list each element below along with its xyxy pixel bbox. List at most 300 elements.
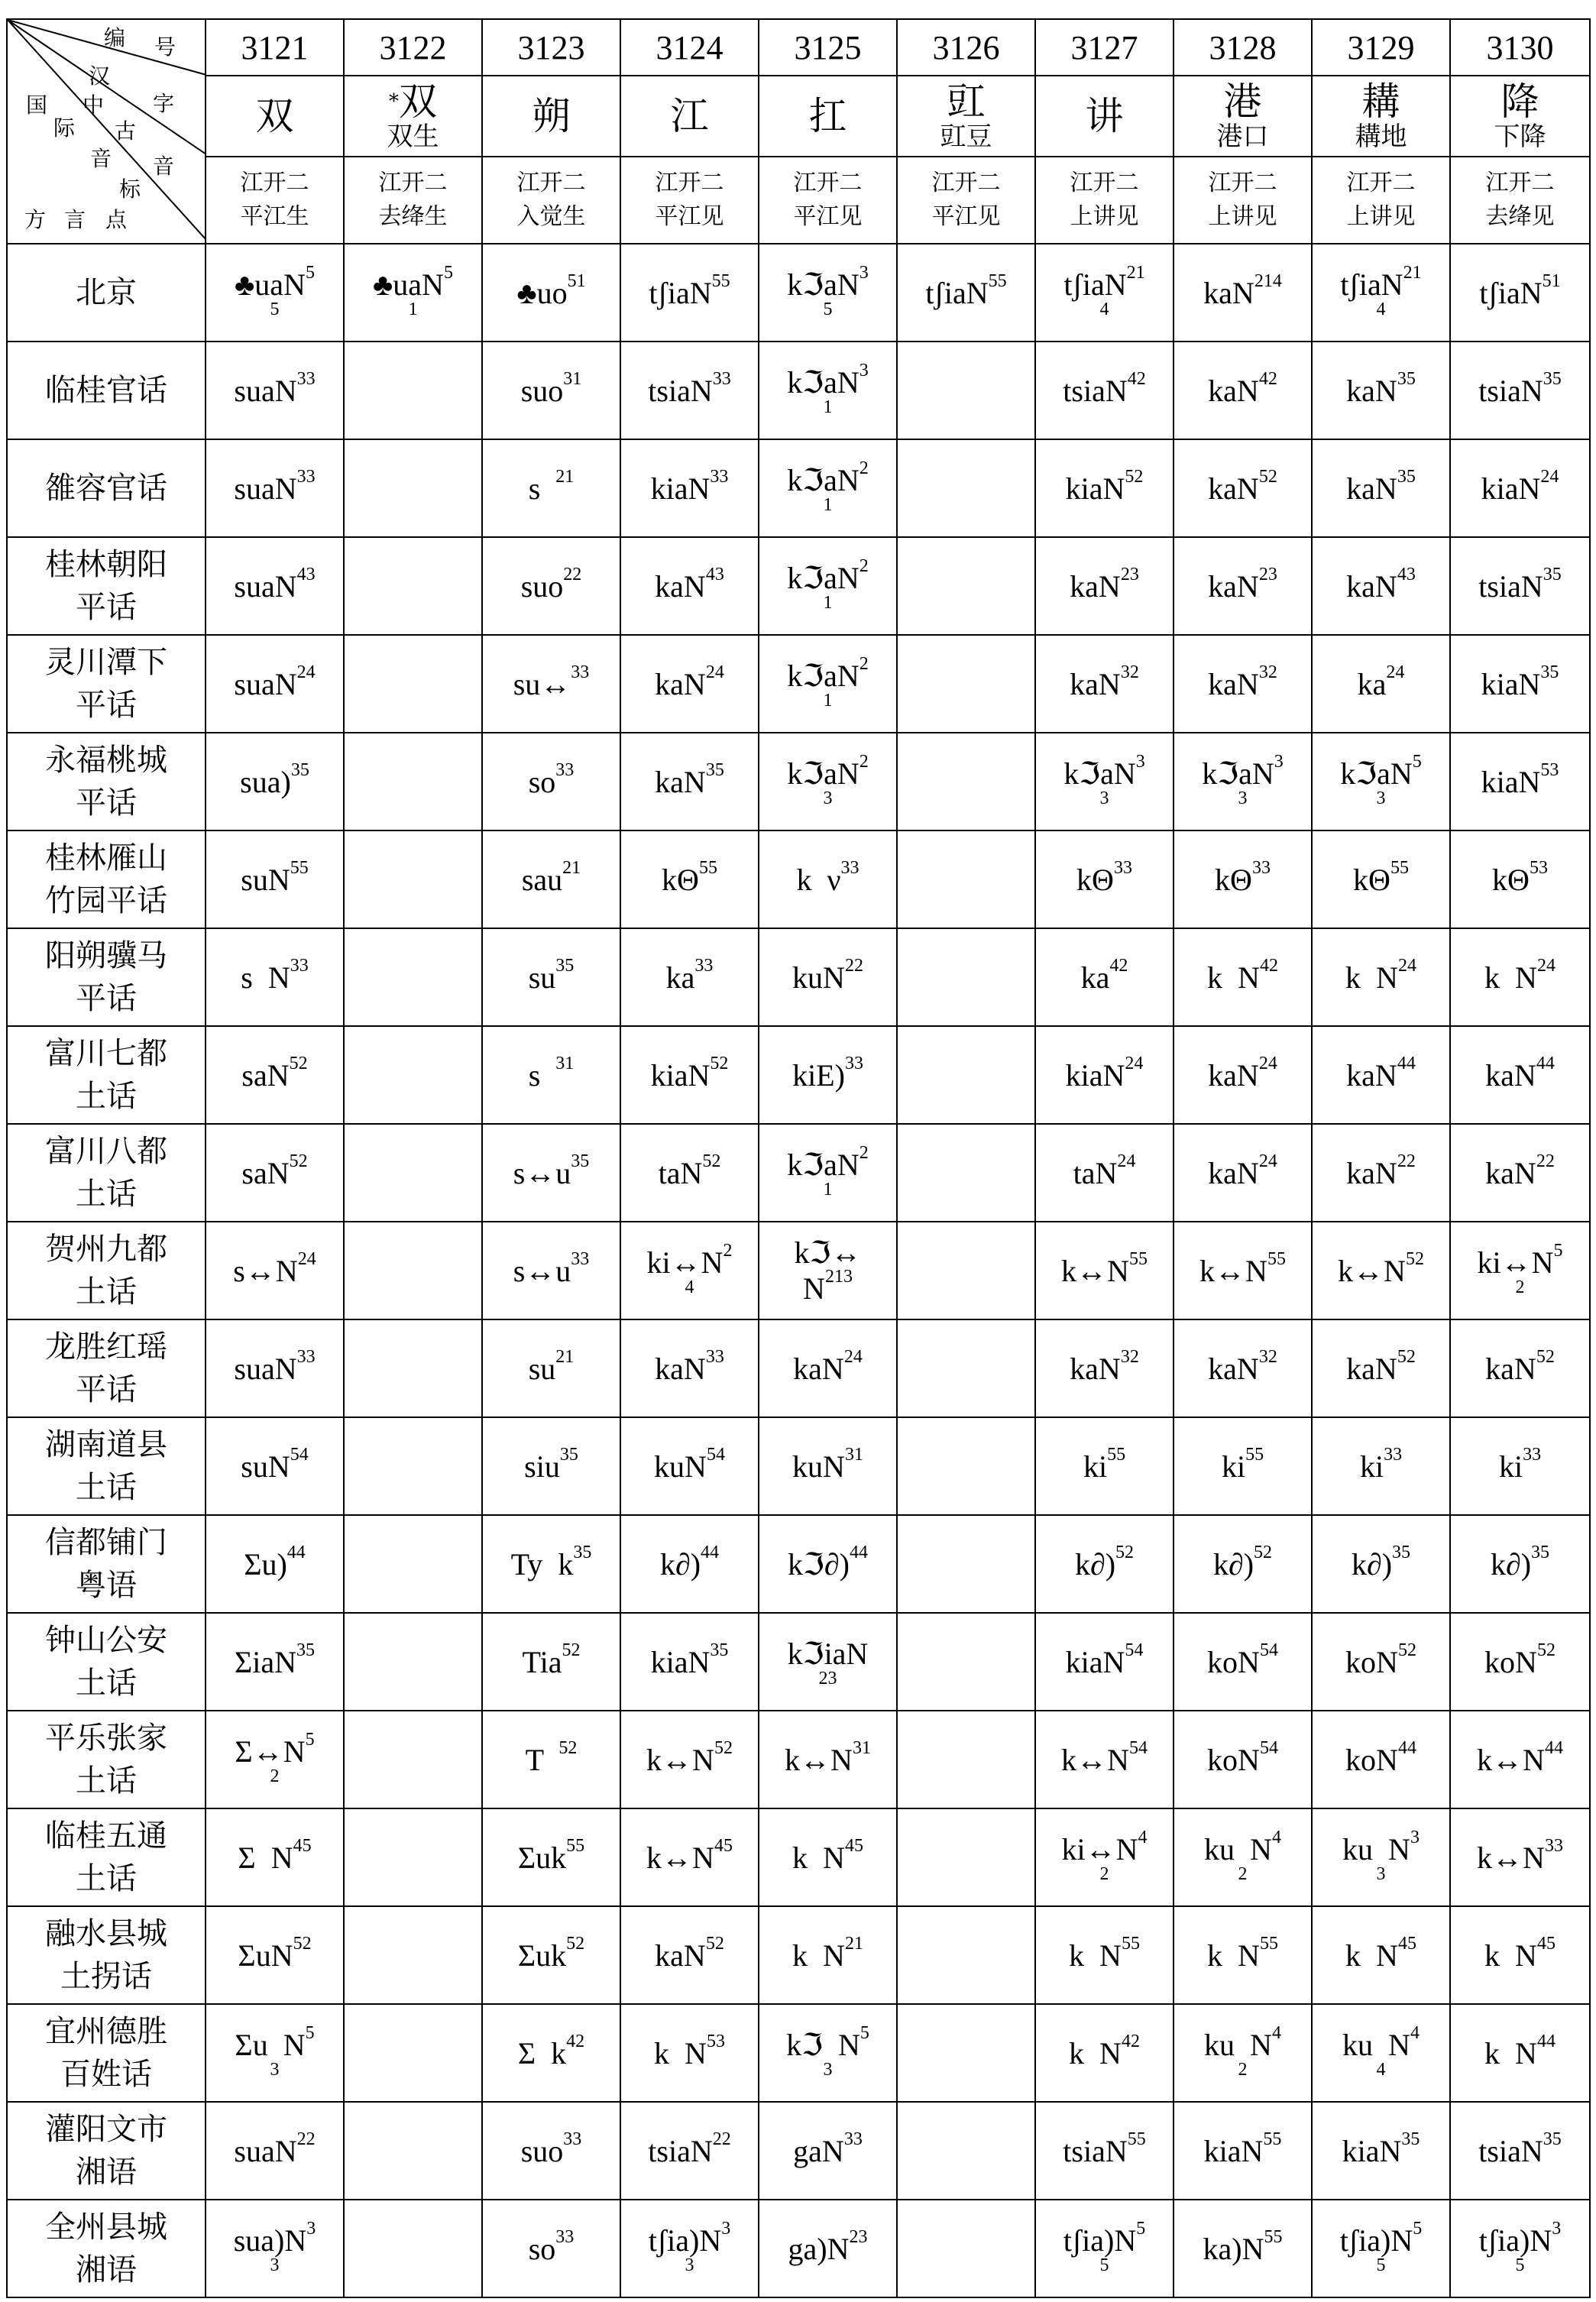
- tone-superscript: 53: [1529, 857, 1548, 878]
- pronunciation-cell: [759, 1319, 897, 1417]
- pronunciation: [792, 1053, 863, 1093]
- middle-chinese-line-1: 江开二: [378, 170, 448, 196]
- pronunciation-cell: [206, 635, 344, 733]
- dialect-place: [7, 2102, 206, 2200]
- pronunciation-line-2: [803, 1267, 853, 1306]
- pronunciation: [1207, 955, 1278, 996]
- pronunciation: [1340, 751, 1422, 792]
- tone-superscript: 24: [296, 662, 316, 682]
- pronunciation-cell: [206, 2004, 344, 2102]
- pronunciation-cell: [1450, 733, 1590, 830]
- pronunciation: [521, 857, 581, 898]
- pronunciation-base: kΘ: [1353, 862, 1390, 897]
- column-character: [206, 76, 344, 157]
- pronunciation-cell: [1174, 1613, 1312, 1711]
- pronunciation-cell: [620, 1319, 759, 1417]
- tone-superscript: 3: [1410, 1827, 1420, 1847]
- tone-superscript: 2: [859, 751, 869, 772]
- pronunciation: [787, 458, 869, 498]
- dialect-row: [7, 1417, 1590, 1515]
- corner-label: 方: [24, 207, 47, 232]
- pronunciation-cell: [482, 1613, 620, 1711]
- column-character-example: 豇豆: [940, 121, 992, 152]
- dialect-place-line: 富川八都: [45, 1134, 167, 1168]
- pronunciation-base: Tia: [522, 1644, 562, 1679]
- pronunciation-cell: [482, 1808, 620, 1906]
- pronunciation: [1221, 1444, 1264, 1484]
- pronunciation-base: so: [528, 764, 556, 799]
- pronunciation-cell: [620, 733, 759, 830]
- pronunciation-base: kaN: [1346, 471, 1397, 506]
- column-character: [1174, 76, 1312, 157]
- tone-superscript: 52: [1397, 1346, 1416, 1367]
- pronunciation-base: kℑaN: [787, 364, 860, 400]
- pronunciation-cell: [1035, 928, 1174, 1026]
- pronunciation-cell: [759, 2004, 897, 2102]
- pronunciation-base: taN: [1073, 1155, 1118, 1190]
- pronunciation-base: taN: [658, 1155, 703, 1190]
- pronunciation-cell: [1312, 1319, 1450, 1417]
- pronunciation: [649, 270, 730, 311]
- pronunciation-cell: [620, 1515, 759, 1613]
- pronunciation-base: kaN: [1208, 666, 1259, 701]
- tone-superscript: 52: [1115, 1542, 1135, 1562]
- pronunciation: [1477, 1737, 1563, 1778]
- tone-superscript: 22: [563, 564, 582, 584]
- pronunciation: [1208, 1053, 1277, 1093]
- dialect-place: [7, 1613, 206, 1711]
- pronunciation-cell: [1035, 1417, 1174, 1515]
- pronunciation-base: kΘ: [1076, 862, 1114, 897]
- pronunciation-cell: [1450, 1906, 1590, 2004]
- tone-superscript-2: 213: [824, 1267, 853, 1287]
- pronunciation-cell: [1174, 1026, 1312, 1124]
- pronunciation: [522, 1640, 581, 1680]
- pronunciation-base: kaN: [1346, 1155, 1397, 1190]
- dialect-place: [7, 1515, 206, 1613]
- pronunciation-cell: [482, 2004, 620, 2102]
- corner-label: 字: [153, 91, 175, 116]
- dialect-row: [7, 1613, 1590, 1711]
- tone-superscript: 55: [1127, 2129, 1146, 2149]
- dialect-place-line: 贺州九都: [45, 1232, 167, 1266]
- dialect-place-line: 桂林朝阳: [45, 547, 167, 581]
- pronunciation-cell: [1174, 439, 1312, 537]
- pronunciation-cell: [897, 1319, 1035, 1417]
- pronunciation-base: tʃiaN: [1063, 267, 1127, 302]
- pronunciation: [1478, 564, 1562, 604]
- pronunciation-cell: [897, 1711, 1035, 1808]
- tone-superscript: 2: [859, 458, 869, 478]
- pronunciation: [1063, 751, 1145, 792]
- pronunciation-base: kiaN: [1065, 471, 1125, 506]
- tone-superscript: 24: [1258, 1151, 1277, 1171]
- pronunciation: [1346, 466, 1416, 507]
- tone-subscript: 1: [823, 1179, 833, 1200]
- pronunciation-cell: [1035, 342, 1174, 439]
- pronunciation-cell: [759, 1515, 897, 1613]
- pronunciation-cell: [1450, 1711, 1590, 1808]
- tone-superscript: 33: [296, 1346, 316, 1367]
- column-character-text: 耩: [1361, 79, 1400, 124]
- pronunciation-cell: [759, 1222, 897, 1319]
- tone-superscript: 4: [1271, 2022, 1281, 2043]
- dialect-place: [7, 1417, 206, 1515]
- pronunciation: [1481, 759, 1559, 800]
- pronunciation-base: kaN: [1485, 1351, 1536, 1386]
- pronunciation: [238, 1933, 312, 1973]
- pronunciation: [1215, 857, 1271, 898]
- dialect-place-line: 粤语: [76, 1568, 137, 1602]
- pronunciation: [793, 2129, 863, 2169]
- tone-superscript: 44: [1397, 1053, 1416, 1073]
- tone-superscript: 55: [698, 857, 717, 878]
- pronunciation: [1498, 1444, 1542, 1484]
- pronunciation-base: kaN: [1203, 275, 1254, 310]
- tone-superscript: 35: [1397, 368, 1416, 389]
- pronunciation-cell: [1174, 1319, 1312, 1417]
- pronunciation: [1345, 955, 1416, 996]
- pronunciation: [646, 1835, 733, 1876]
- tone-superscript: 22: [712, 2129, 731, 2149]
- pronunciation-base: kuN: [654, 1449, 707, 1484]
- pronunciation: [787, 555, 869, 596]
- pronunciation-cell: [759, 537, 897, 635]
- pronunciation-base: tʃia)N: [1063, 2223, 1137, 2258]
- tone-superscript: 33: [1251, 857, 1271, 878]
- pronunciation-cell: [206, 1711, 344, 1808]
- pronunciation-base: kiaN: [1481, 666, 1541, 701]
- column-number-text: 3127: [1070, 28, 1138, 66]
- tone-superscript: 5: [1412, 751, 1422, 772]
- pronunciation: [238, 1835, 312, 1876]
- pronunciation: [1080, 955, 1128, 996]
- pronunciation: [1477, 1240, 1563, 1281]
- pronunciation-cell: [897, 1808, 1035, 1906]
- pronunciation: [1351, 1542, 1411, 1582]
- pronunciation-base: Σuk: [517, 1938, 567, 1973]
- pronunciation-base: kℑaN: [787, 1147, 860, 1182]
- pronunciation-base: ku N: [1204, 1831, 1272, 1867]
- pronunciation-base: k↔N: [1061, 1253, 1129, 1288]
- tone-superscript: 24: [1386, 662, 1405, 682]
- pronunciation-cell: [206, 733, 344, 830]
- dialect-place-line: 土话: [76, 1274, 137, 1309]
- dialect-place-line: 灵川潭下: [45, 645, 167, 679]
- dialect-place-line: 土话: [76, 1763, 137, 1798]
- tone-superscript: 42: [1127, 368, 1146, 389]
- tone-superscript: 35: [1401, 2129, 1420, 2149]
- pronunciation-cell: [482, 537, 620, 635]
- tone-superscript: 35: [1543, 564, 1562, 584]
- tone-subscript: 3: [1238, 788, 1248, 808]
- pronunciation-base: tsiaN: [1478, 2133, 1543, 2168]
- dialect-place: [7, 635, 206, 733]
- pronunciation-base: kaN: [655, 568, 706, 604]
- pronunciation-cell: [1035, 2200, 1174, 2297]
- tone-superscript: 21: [555, 1346, 575, 1367]
- pronunciation-base: ki↔N: [1061, 1831, 1138, 1867]
- pronunciation: [1061, 1737, 1148, 1778]
- pronunciation-cell: [206, 1515, 344, 1613]
- column-number: [344, 19, 482, 76]
- dialect-place: [7, 244, 206, 342]
- pronunciation-base: tsiaN: [1478, 373, 1543, 408]
- dialect-place-line: 临桂官话: [45, 373, 167, 407]
- column-character-main: [1313, 81, 1449, 122]
- pronunciation: [1063, 2218, 1146, 2258]
- pronunciation: [528, 1346, 575, 1387]
- pronunciation-base: tsiaN: [1478, 568, 1543, 604]
- dialect-row: [7, 342, 1590, 439]
- pronunciation-base: k∂): [1351, 1546, 1393, 1582]
- pronunciation-cell: [759, 830, 897, 928]
- dialect-table-sheet: [6, 18, 1589, 2287]
- pronunciation-base: suo: [520, 568, 564, 604]
- middle-chinese-line-2: 去绛生: [378, 203, 448, 230]
- pronunciation-cell: [620, 1906, 759, 2004]
- pronunciation-cell: [1035, 2102, 1174, 2200]
- pronunciation-base: kaN: [1208, 568, 1259, 604]
- column-character-text: 双: [399, 79, 437, 124]
- tone-superscript: 33: [710, 466, 729, 487]
- pronunciation-cell: [1035, 2004, 1174, 2102]
- pronunciation: [528, 955, 575, 996]
- middle-chinese-line-2: 平江见: [931, 203, 1001, 230]
- pronunciation: [655, 759, 724, 800]
- pronunciation: [1346, 1151, 1416, 1191]
- tone-subscript: 2: [1238, 2059, 1248, 2080]
- pronunciation-cell: [206, 1613, 344, 1711]
- pronunciation-base: ΣiaN: [234, 1644, 297, 1679]
- pronunciation: [1208, 368, 1277, 409]
- pronunciation-cell: [759, 635, 897, 733]
- pronunciation: [241, 1151, 308, 1191]
- tone-superscript: 51: [567, 270, 586, 291]
- pronunciation-base: kaN: [1485, 1057, 1536, 1093]
- pronunciation-base: kaN: [1208, 1351, 1259, 1386]
- pronunciation-base: kiaN: [650, 1057, 711, 1093]
- middle-chinese-line-1: 江开二: [1070, 170, 1139, 196]
- pronunciation-base-2: N: [803, 1271, 825, 1306]
- tone-superscript: 21: [562, 857, 581, 878]
- pronunciation-cell: [897, 1026, 1035, 1124]
- tone-superscript: 35: [1543, 2129, 1562, 2149]
- column-character-main: [759, 96, 896, 137]
- column-number: [1035, 19, 1174, 76]
- tone-superscript: 24: [1397, 955, 1416, 976]
- pronunciation-base: ku N: [1342, 2027, 1410, 2062]
- column-middle-chinese: [620, 157, 759, 244]
- corner-label: 言: [64, 207, 86, 232]
- tone-subscript: 3: [1376, 1863, 1386, 1884]
- pronunciation: [1083, 1444, 1126, 1484]
- pronunciation-cell: [344, 1124, 482, 1222]
- pronunciation: [1342, 2129, 1420, 2169]
- pronunciation-cell: [1312, 2004, 1450, 2102]
- pronunciation-cell: [344, 1515, 482, 1613]
- tone-subscript: 23: [818, 1668, 837, 1688]
- pronunciation-base: ga)N: [788, 2231, 850, 2266]
- pronunciation-base: suaN: [234, 1351, 297, 1386]
- pronunciation-base: suaN: [234, 373, 297, 408]
- tone-superscript: 33: [555, 2226, 575, 2247]
- tone-superscript: 32: [1258, 662, 1277, 682]
- pronunciation-cell: [1450, 1613, 1590, 1711]
- pronunciation-cell: [344, 244, 482, 342]
- pronunciation-cell: [897, 439, 1035, 537]
- tone-superscript: 21: [1126, 262, 1145, 283]
- pronunciation-base: kΘ: [662, 862, 699, 897]
- middle-chinese-line-2: 上讲见: [1208, 203, 1277, 230]
- tone-superscript: 24: [1536, 955, 1556, 976]
- pronunciation: [520, 564, 582, 604]
- tone-superscript: 55: [1264, 2226, 1283, 2247]
- column-number: [620, 19, 759, 76]
- pronunciation: [1208, 1346, 1277, 1387]
- pronunciation: [786, 2022, 869, 2063]
- pronunciation-cell: [1174, 2200, 1312, 2297]
- pronunciation: [1484, 955, 1556, 996]
- pronunciation: [525, 1737, 578, 1778]
- pronunciation: [234, 2129, 316, 2169]
- pronunciation-cell: [620, 2200, 759, 2297]
- pronunciation-cell: [482, 1906, 620, 2004]
- pronunciation-cell: [1035, 439, 1174, 537]
- pronunciation-cell: [1450, 1026, 1590, 1124]
- tone-subscript: 1: [408, 299, 418, 319]
- pronunciation-base: suaN: [234, 471, 297, 506]
- dialect-place: [7, 2004, 206, 2102]
- dialect-place-line: 湘语: [76, 2252, 137, 2287]
- pronunciation-base: gaN: [793, 2133, 844, 2168]
- pronunciation: [1204, 2022, 1281, 2063]
- pronunciation: [1212, 1542, 1273, 1582]
- pronunciation-cell: [344, 830, 482, 928]
- pronunciation: [1485, 1346, 1555, 1387]
- pronunciation: [787, 1142, 869, 1183]
- pronunciation-base: Σ↔N: [235, 1734, 306, 1769]
- dialect-place: [7, 1906, 206, 2004]
- corner-label: 标: [119, 176, 141, 202]
- dialect-place-line: 宜州德胜: [45, 2014, 167, 2048]
- pronunciation-cell: [1174, 1222, 1312, 1319]
- pronunciation-base: sua)N: [233, 2223, 307, 2258]
- pronunciation-base: kaN: [655, 764, 706, 799]
- tone-superscript: 52: [710, 1053, 729, 1073]
- pronunciation: [1063, 2129, 1146, 2169]
- pronunciation: [1069, 2031, 1140, 2071]
- tone-superscript: 21: [1403, 262, 1422, 283]
- corner-label: 音: [153, 154, 175, 179]
- pronunciation-cell: [1312, 1417, 1450, 1515]
- pronunciation-base: k↔N: [1477, 1840, 1545, 1875]
- dialect-place-line: 土话: [76, 1177, 137, 1211]
- pronunciation-cell: [1035, 1515, 1174, 1613]
- pronunciation-cell: [759, 2102, 897, 2200]
- pronunciation-base: s: [528, 1057, 556, 1093]
- pronunciation-cell: [1312, 1808, 1450, 1906]
- tone-subscript: 3: [823, 2059, 833, 2080]
- tone-superscript: 44: [1397, 1737, 1416, 1758]
- pronunciation-base: k ν: [796, 862, 841, 897]
- column-character-text: 豇: [947, 79, 986, 124]
- pronunciation: [1342, 2022, 1420, 2063]
- pronunciation-base: kℑ∂): [788, 1546, 850, 1582]
- dialect-place: [7, 1711, 206, 1808]
- pronunciation-cell: [1035, 1906, 1174, 2004]
- pronunciation: [787, 751, 869, 792]
- tone-superscript: 45: [1536, 1933, 1556, 1954]
- pronunciation-cell: [1174, 244, 1312, 342]
- dialect-row: [7, 635, 1590, 733]
- pronunciation-cell: [482, 1319, 620, 1417]
- pronunciation-cell: [1312, 830, 1450, 928]
- pronunciation-base: kℑaN: [1063, 756, 1136, 791]
- pronunciation: [510, 1542, 592, 1582]
- pronunciation-cell: [1450, 537, 1590, 635]
- tone-superscript: 33: [843, 2129, 863, 2149]
- column-number-text: 3124: [656, 28, 724, 66]
- pronunciation-cell: [620, 830, 759, 928]
- column-middle-chinese: [482, 157, 620, 244]
- tone-superscript: 5: [860, 2022, 869, 2043]
- pronunciation-cell: [620, 1711, 759, 1808]
- tone-superscript: 5: [1136, 2218, 1146, 2239]
- pronunciation-base: tʃiaN: [925, 275, 989, 310]
- pronunciation-base: siu: [524, 1449, 560, 1484]
- pronunciation-cell: [344, 928, 482, 1026]
- pronunciation: [655, 1346, 724, 1387]
- tone-superscript: 24: [297, 1248, 316, 1269]
- pronunciation: [648, 2218, 731, 2258]
- pronunciation-base: kaN: [1346, 1057, 1397, 1093]
- pronunciation-cell: [620, 1124, 759, 1222]
- dialect-row: [7, 537, 1590, 635]
- tone-superscript: 44: [849, 1542, 868, 1562]
- tone-superscript: 52: [714, 1737, 733, 1758]
- tone-superscript: 33: [296, 368, 316, 389]
- pronunciation-cell: [482, 342, 620, 439]
- tone-subscript: 5: [1099, 2255, 1109, 2275]
- dialect-row: [7, 1808, 1590, 1906]
- pronunciation: [1342, 1827, 1420, 1867]
- tone-superscript: 45: [293, 1835, 312, 1856]
- pronunciation-cell: [897, 537, 1035, 635]
- pronunciation-base: Σu N: [235, 2027, 306, 2062]
- tone-subscript: 1: [823, 397, 833, 417]
- pronunciation: [1208, 1151, 1277, 1191]
- pronunciation: [1207, 1737, 1278, 1778]
- middle-chinese-line-2: 上讲见: [1070, 203, 1139, 230]
- middle-chinese-line-1: 江开二: [1346, 170, 1416, 196]
- pronunciation-cell: [206, 342, 344, 439]
- pronunciation-cell: [344, 1711, 482, 1808]
- corner-label: 古: [115, 118, 137, 144]
- tone-superscript: 3: [1552, 2218, 1562, 2239]
- pronunciation: [650, 1053, 729, 1093]
- dialect-place-line: 全州县城: [45, 2210, 167, 2244]
- dialect-place-line: 平话: [76, 688, 137, 722]
- pronunciation: [1481, 466, 1559, 507]
- pronunciation-cell: [206, 2200, 344, 2297]
- column-number: [1174, 19, 1312, 76]
- pronunciation-cell: [759, 439, 897, 537]
- pronunciation-base: su↔: [513, 666, 571, 701]
- pronunciation-base: k↔N: [1061, 1742, 1129, 1777]
- pronunciation: [1485, 1151, 1555, 1191]
- pronunciation-base: s N: [241, 960, 290, 995]
